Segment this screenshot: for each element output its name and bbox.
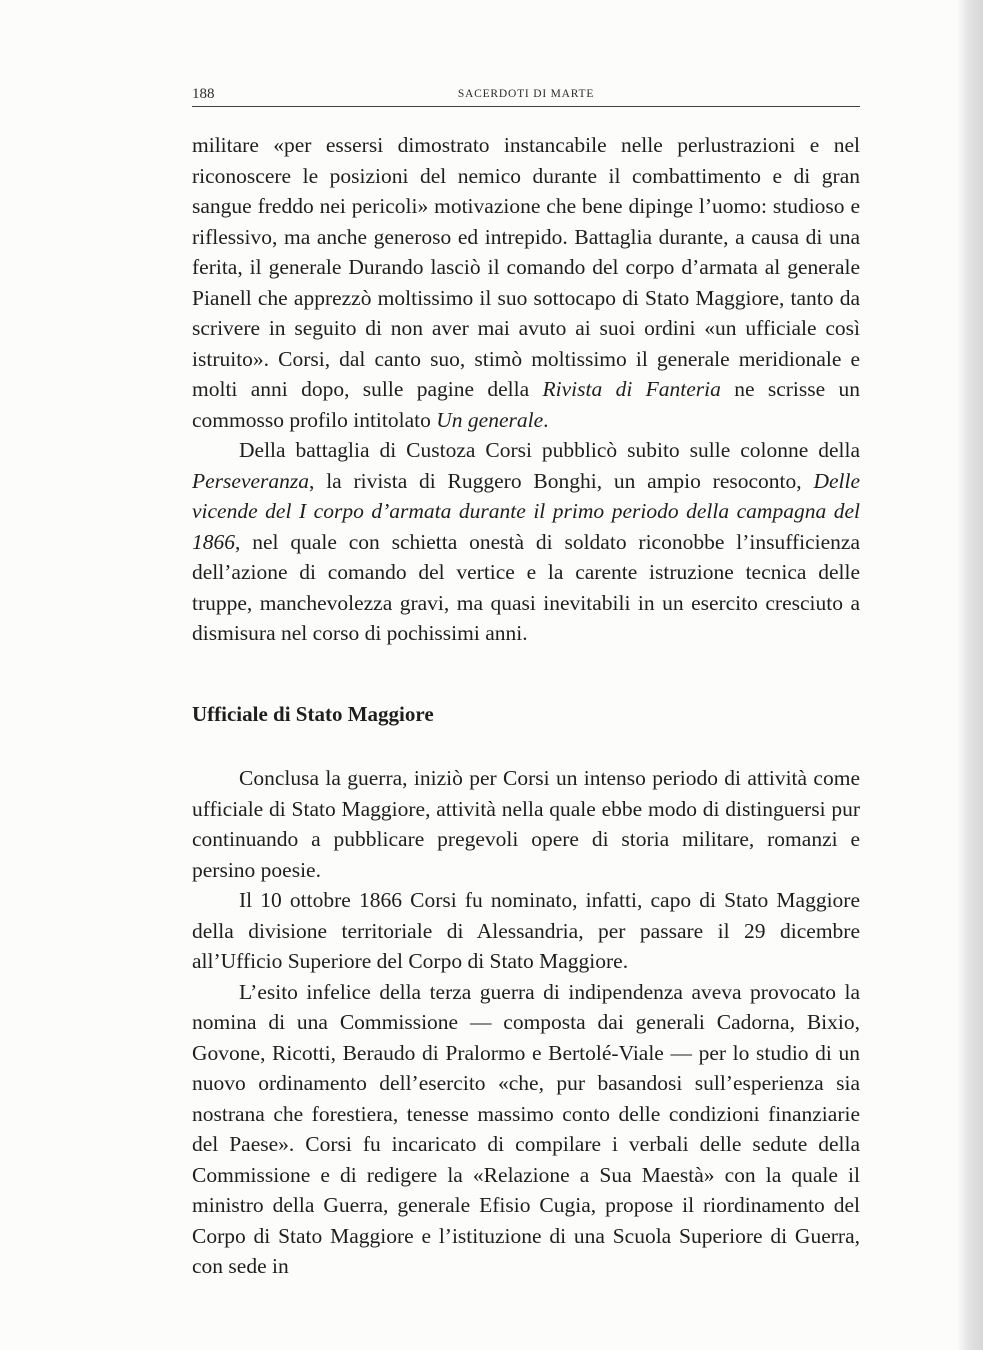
body-text: [192, 130, 860, 1282]
paragraph-5: L’esito infelice della terza guerra di indipendenza aveva provocato la nomina di una Commissione — composta dai generali Cadorna, Bixio, Govone, Ricotti, Beraudo di Pralormo e Bertolé-Viale — per lo studio di un nuovo ordinamento dell’esercito «che, pur basandosi sull’esperienza sia nostrana che forestiera, tenesse massimo conto delle condizioni finanziarie del Paese». Corsi fu incaricato di compilare i verbali delle sedute della Commissione e di redigere la «Relazione a Sua Maestà» con la quale il ministro della Guerra, generale Efisio Cugia, propose il riordinamento del Corpo di Stato Maggiore e l’istituzione di una Scuola Superiore di Guerra, con sede in: [192, 979, 860, 1278]
paragraph-3: Conclusa la guerra, iniziò per Corsi un intenso periodo di attività come ufficiale di Stato Maggiore, attività nella quale ebbe modo di distinguersi pur continuando a pubblicare pregevoli opere di storia militare, romanzi e persino poesie.: [192, 766, 860, 882]
section-title: Ufficiale di Stato Maggiore: [192, 701, 434, 726]
italic-title: Perseveranza: [192, 468, 310, 493]
binding-shadow: [957, 0, 983, 1350]
paragraph-2: Della battaglia di Custoza Corsi pubblicò subito sulle colonne della Perseveranza, la rivista di Ruggero Bonghi, un ampio resoconto, Delle vicende del I corpo d’armata durante il primo periodo della campagna del 1866, nel quale con schietta onestà di soldato riconobbe l’insufficienza dell’azione di comando del vertice e la carente istruzione tecnica delle truppe, manchevolezza gravi, ma quasi inevitabili in un esercito cresciuto a dismisura nel corso di pochissimi anni.: [192, 438, 860, 645]
page-number: 188: [192, 86, 215, 102]
italic-title: Delle vicende del I corpo d’armata durante il primo periodo della campagna del 1866: [192, 468, 860, 554]
italic-title: Un generale: [436, 407, 544, 432]
paragraph-4: Il 10 ottobre 1866 Corsi fu nominato, infatti, capo di Stato Maggiore della divisione territoriale di Alessandria, per passare il 29 dicembre all’Ufficio Superiore del Corpo di Stato Maggiore.: [192, 888, 860, 973]
page-header: [192, 86, 860, 108]
italic-title: Rivista di Fanteria: [542, 377, 721, 401]
running-head: SACERDOTI DI MARTE: [457, 88, 595, 100]
paragraph-1: militare «per essersi dimostrato instancabile nelle perlustrazioni e nel riconoscere le posizioni del nemico durante il combattimento e di gran sangue freddo nei pericoli» motivazione che bene dipinge l’uomo: studioso e riflessivo, ma anche generoso ed intrepido. Battaglia durante, a causa di una ferita, il generale Durando lasciò il comando del corpo d’armata al generale Pianell che apprezzò moltissimo il suo sottocapo di Stato Maggiore, tanto da scrivere in seguito di non aver mai avuto ai suoi ordini «un ufficiale così istruito». Corsi, dal canto suo, stimò moltissimo il generale meridionale e molti anni dopo, sulle pagine della Rivista di Fanteria ne scrisse un commosso profilo intitolato Un generale.: [192, 133, 860, 432]
header-rule: [192, 106, 860, 107]
